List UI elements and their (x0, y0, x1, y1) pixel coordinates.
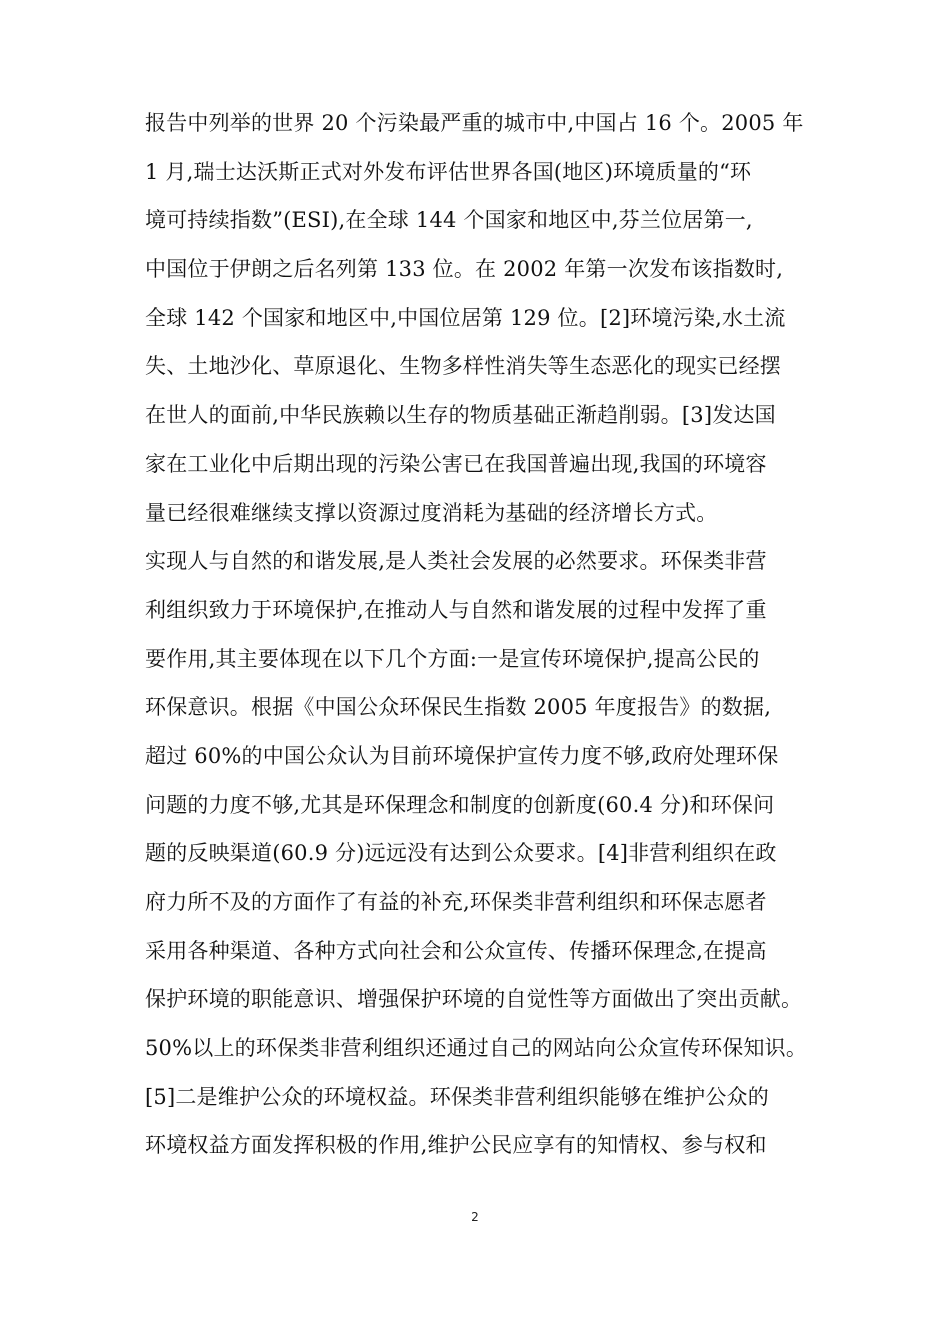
page-number: 2 (471, 1210, 479, 1224)
text-line: 府力所不及的方面作了有益的补充,环保类非营利组织和环保志愿者 (145, 890, 767, 914)
text-line: 量已经很难继续支撑以资源过度消耗为基础的经济增长方式。 (145, 500, 718, 525)
text-line: 50%以上的环保类非营利组织还通过自己的网站向公众宣传环保知识。 (145, 1036, 808, 1061)
text-line: 题的反映渠道(60.9 分)远远没有达到公众要求。[4]非营利组织在政 (145, 841, 777, 866)
text-line: 实现人与自然的和谐发展,是人类社会发展的必然要求。环保类非营 (145, 549, 767, 574)
text-line: 1 月,瑞士达沃斯正式对外发布评估世界各国(地区)环境质量的“环 (145, 159, 752, 184)
text-line: 超过 60%的中国公众认为目前环境保护宣传力度不够,政府处理环保 (145, 743, 779, 768)
text-line: 问题的力度不够,尤其是环保理念和制度的创新度(60.4 分)和环保问 (145, 792, 775, 817)
body-text (145, 99, 825, 1170)
text-line: 报告中列举的世界 20 个污染最严重的城市中,中国占 16 个。2005 年 (145, 111, 804, 135)
text-line: 保护环境的职能意识、增强保护环境的自觉性等方面做出了突出贡献。 (145, 987, 803, 1012)
text-line: 环保意识。根据《中国公众环保民生指数 2005 年度报告》的数据, (145, 695, 772, 720)
text-line: 家在工业化中后期出现的污染公害已在我国普遍出现,我国的环境容 (145, 451, 767, 476)
text-line: 环境权益方面发挥积极的作用,维护公民应享有的知情权、参与权和 (145, 1133, 767, 1158)
text-line: 采用各种渠道、各种方式向社会和公众宣传、传播环保理念,在提高 (145, 938, 767, 963)
text-line: 中国位于伊朗之后名列第 133 位。在 2002 年第一次发布该指数时, (145, 257, 784, 282)
text-line: [5]二是维护公众的环境权益。环保类非营利组织能够在维护公众的 (145, 1084, 769, 1109)
text-line: 利组织致力于环境保护,在推动人与自然和谐发展的过程中发挥了重 (145, 597, 767, 622)
text-line: 全球 142 个国家和地区中,中国位居第 129 位。[2]环境污染,水土流 (145, 305, 786, 330)
text-line: 境可持续指数”(ESI),在全球 144 个国家和地区中,芬兰位居第一, (145, 208, 753, 233)
text-line: 在世人的面前,中华民族赖以生存的物质基础正渐趋削弱。[3]发达国 (145, 403, 776, 428)
text-line: 失、土地沙化、草原退化、生物多样性消失等生态恶化的现实已经摆 (145, 354, 781, 379)
text-line: 要作用,其主要体现在以下几个方面:一是宣传环境保护,提高公民的 (145, 646, 760, 671)
